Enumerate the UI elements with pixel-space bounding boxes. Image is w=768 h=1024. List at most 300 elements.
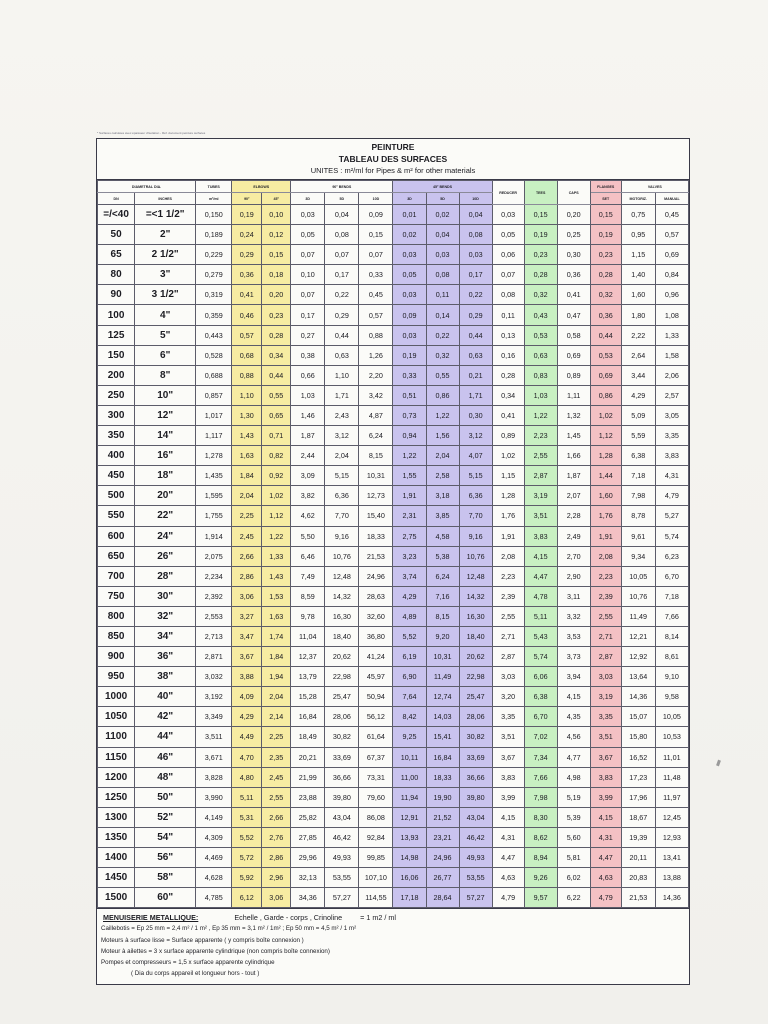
cell-inches: 38" <box>135 667 196 687</box>
cell-bend90-3d: 29,96 <box>291 848 325 868</box>
table-row <box>98 848 689 868</box>
cell-valve-manual: 13,88 <box>655 868 688 888</box>
cell-tubes: 4,309 <box>196 827 232 847</box>
cell-bend45-10d: 9,16 <box>459 526 492 546</box>
cell-dn: 65 <box>98 245 135 265</box>
cell-valve-manual: 7,18 <box>655 586 688 606</box>
cell-bend90-10d: 12,73 <box>359 486 393 506</box>
cell-tees: 4,78 <box>524 586 557 606</box>
table-row <box>98 265 689 285</box>
cell-valve-manual: 7,66 <box>655 606 688 626</box>
cell-caps: 4,98 <box>557 767 590 787</box>
cell-bend90-3d: 0,17 <box>291 305 325 325</box>
cell-inches: 56" <box>135 848 196 868</box>
cell-tees: 5,11 <box>524 606 557 626</box>
cell-inches: 46" <box>135 747 196 767</box>
cell-caps: 0,36 <box>557 265 590 285</box>
cell-valve-manual: 6,23 <box>655 546 688 566</box>
cell-tees: 3,51 <box>524 506 557 526</box>
cell-valve-motorized: 17,96 <box>621 787 655 807</box>
cell-bend45-3d: 0,94 <box>393 426 426 446</box>
cell-bend90-5d: 39,80 <box>325 787 359 807</box>
cell-reducer: 3,99 <box>492 787 524 807</box>
cell-valve-manual: 10,05 <box>655 707 688 727</box>
cell-bend90-10d: 10,31 <box>359 466 393 486</box>
cell-bend45-3d: 1,91 <box>393 486 426 506</box>
cell-bend90-10d: 107,10 <box>359 868 393 888</box>
cell-reducer: 2,08 <box>492 546 524 566</box>
cell-valve-motorized: 1,60 <box>621 285 655 305</box>
cell-bend45-3d: 6,90 <box>393 667 426 687</box>
cell-valve-motorized: 2,64 <box>621 345 655 365</box>
cell-bend90-3d: 16,84 <box>291 707 325 727</box>
cell-caps: 1,32 <box>557 405 590 425</box>
cell-bend90-3d: 25,82 <box>291 807 325 827</box>
cell-bend90-3d: 0,27 <box>291 325 325 345</box>
cell-bend45-10d: 36,66 <box>459 767 492 787</box>
cell-bend45-10d: 0,17 <box>459 265 492 285</box>
cell-tees: 6,70 <box>524 707 557 727</box>
cell-bend45-5d: 28,64 <box>426 888 459 908</box>
cell-elbow-90: 0,29 <box>232 245 262 265</box>
cell-flange-set: 0,32 <box>590 285 621 305</box>
cell-bend90-10d: 92,84 <box>359 827 393 847</box>
cell-tees: 6,06 <box>524 667 557 687</box>
cell-caps: 1,66 <box>557 446 590 466</box>
cell-bend90-10d: 73,31 <box>359 767 393 787</box>
cell-bend45-5d: 0,03 <box>426 245 459 265</box>
cell-caps: 6,02 <box>557 868 590 888</box>
cell-reducer: 0,34 <box>492 385 524 405</box>
cell-flange-set: 1,44 <box>590 466 621 486</box>
cell-tubes: 0,857 <box>196 385 232 405</box>
cell-bend45-3d: 0,05 <box>393 265 426 285</box>
cell-reducer: 4,79 <box>492 888 524 908</box>
cell-bend90-5d: 22,98 <box>325 667 359 687</box>
cell-reducer: 4,31 <box>492 827 524 847</box>
cell-bend45-10d: 0,03 <box>459 245 492 265</box>
cell-tees: 2,23 <box>524 426 557 446</box>
cell-elbow-45: 0,23 <box>262 305 291 325</box>
cell-inches: 18" <box>135 466 196 486</box>
cell-reducer: 3,20 <box>492 687 524 707</box>
cell-inches: 60" <box>135 888 196 908</box>
cell-valve-manual: 9,10 <box>655 667 688 687</box>
cell-flange-set: 1,12 <box>590 426 621 446</box>
cell-bend90-3d: 21,99 <box>291 767 325 787</box>
cell-tubes: 4,785 <box>196 888 232 908</box>
cell-bend45-3d: 16,06 <box>393 868 426 888</box>
cell-bend45-5d: 11,49 <box>426 667 459 687</box>
cell-elbow-90: 0,36 <box>232 265 262 285</box>
cell-reducer: 0,16 <box>492 345 524 365</box>
cell-bend45-10d: 10,76 <box>459 546 492 566</box>
table-row <box>98 586 689 606</box>
cell-valve-motorized: 12,21 <box>621 626 655 646</box>
title-tableau: TABLEAU DES SURFACES <box>338 154 448 164</box>
cell-caps: 2,49 <box>557 526 590 546</box>
cell-tees: 7,66 <box>524 767 557 787</box>
cell-elbow-45: 1,53 <box>262 586 291 606</box>
table-row <box>98 225 689 245</box>
cell-valve-manual: 9,58 <box>655 687 688 707</box>
cell-tubes: 0,528 <box>196 345 232 365</box>
cell-elbow-90: 5,72 <box>232 848 262 868</box>
cell-inches: 8" <box>135 365 196 385</box>
cell-bend90-3d: 23,88 <box>291 787 325 807</box>
cell-bend45-5d: 0,14 <box>426 305 459 325</box>
cell-elbow-45: 1,84 <box>262 647 291 667</box>
col-group-bends-45: 45° BENDS <box>393 181 492 193</box>
cell-bend90-5d: 14,32 <box>325 586 359 606</box>
cell-elbow-90: 0,57 <box>232 325 262 345</box>
cell-bend90-5d: 25,47 <box>325 687 359 707</box>
cell-bend90-3d: 0,66 <box>291 365 325 385</box>
cell-elbow-45: 0,71 <box>262 426 291 446</box>
cell-bend90-5d: 0,29 <box>325 305 359 325</box>
cell-reducer: 1,15 <box>492 466 524 486</box>
note-menuiserie-value: = 1 m2 / ml <box>360 913 396 923</box>
cell-dn: 800 <box>98 606 135 626</box>
cell-bend90-3d: 0,38 <box>291 345 325 365</box>
cell-reducer: 1,02 <box>492 446 524 466</box>
cell-inches: =<1 1/2" <box>135 205 196 225</box>
cell-reducer: 0,05 <box>492 225 524 245</box>
cell-elbow-90: 5,92 <box>232 868 262 888</box>
cell-tubes: 3,192 <box>196 687 232 707</box>
cell-bend45-10d: 46,42 <box>459 827 492 847</box>
cell-valve-motorized: 1,40 <box>621 265 655 285</box>
cell-tees: 2,87 <box>524 466 557 486</box>
cell-elbow-90: 5,31 <box>232 807 262 827</box>
cell-valve-manual: 0,69 <box>655 245 688 265</box>
cell-tees: 0,83 <box>524 365 557 385</box>
cell-bend45-3d: 0,01 <box>393 205 426 225</box>
table-row <box>98 566 689 586</box>
cell-bend90-5d: 1,71 <box>325 385 359 405</box>
col-elbow-45: 45° <box>262 193 291 205</box>
cell-bend90-10d: 41,24 <box>359 647 393 667</box>
cell-bend90-5d: 20,62 <box>325 647 359 667</box>
cell-bend45-3d: 0,19 <box>393 345 426 365</box>
cell-valve-motorized: 9,34 <box>621 546 655 566</box>
cell-flange-set: 4,63 <box>590 868 621 888</box>
table-row <box>98 888 689 908</box>
cell-dn: 1000 <box>98 687 135 707</box>
table-row <box>98 325 689 345</box>
cell-elbow-45: 0,55 <box>262 385 291 405</box>
cell-bend45-3d: 3,23 <box>393 546 426 566</box>
col-group-valves: VALVES <box>621 181 688 193</box>
cell-tees: 3,83 <box>524 526 557 546</box>
cell-bend90-5d: 53,55 <box>325 868 359 888</box>
table-row <box>98 205 689 225</box>
cell-bend90-3d: 34,36 <box>291 888 325 908</box>
cell-flange-set: 0,53 <box>590 345 621 365</box>
cell-dn: 300 <box>98 405 135 425</box>
cell-tubes: 3,828 <box>196 767 232 787</box>
cell-reducer: 1,28 <box>492 486 524 506</box>
cell-dn: 950 <box>98 667 135 687</box>
cell-caps: 5,19 <box>557 787 590 807</box>
cell-valve-manual: 12,93 <box>655 827 688 847</box>
cell-elbow-45: 0,10 <box>262 205 291 225</box>
cell-bend45-10d: 16,30 <box>459 606 492 626</box>
cell-bend45-5d: 0,08 <box>426 265 459 285</box>
cell-bend45-5d: 0,04 <box>426 225 459 245</box>
header-row-1 <box>98 181 689 193</box>
cell-bend90-10d: 24,96 <box>359 566 393 586</box>
cell-inches: 24" <box>135 526 196 546</box>
cell-bend90-10d: 6,24 <box>359 426 393 446</box>
cell-caps: 3,94 <box>557 667 590 687</box>
cell-bend45-10d: 43,04 <box>459 807 492 827</box>
cell-valve-motorized: 18,67 <box>621 807 655 827</box>
table-row <box>98 767 689 787</box>
cell-flange-set: 0,15 <box>590 205 621 225</box>
cell-valve-manual: 14,36 <box>655 888 688 908</box>
cell-elbow-90: 0,46 <box>232 305 262 325</box>
table-row <box>98 647 689 667</box>
cell-dn: 700 <box>98 566 135 586</box>
cell-flange-set: 2,39 <box>590 586 621 606</box>
cell-dn: 650 <box>98 546 135 566</box>
cell-tubes: 2,553 <box>196 606 232 626</box>
tiny-header-note: * Surfaces calculées avec épaisseur d'isolation - Réf. document peinture surfaces <box>97 131 206 135</box>
cell-bend90-10d: 45,97 <box>359 667 393 687</box>
cell-elbow-45: 1,22 <box>262 526 291 546</box>
cell-dn: 1400 <box>98 848 135 868</box>
cell-bend90-3d: 27,85 <box>291 827 325 847</box>
table-row <box>98 868 689 888</box>
cell-valve-manual: 0,96 <box>655 285 688 305</box>
cell-elbow-90: 1,10 <box>232 385 262 405</box>
col-group-bends-90: 90° BENDS <box>291 181 393 193</box>
cell-tubes: 1,017 <box>196 405 232 425</box>
cell-tees: 0,43 <box>524 305 557 325</box>
cell-bend90-5d: 2,04 <box>325 446 359 466</box>
table-row <box>98 285 689 305</box>
cell-elbow-90: 4,09 <box>232 687 262 707</box>
cell-bend45-10d: 0,08 <box>459 225 492 245</box>
cell-caps: 0,20 <box>557 205 590 225</box>
cell-valve-motorized: 4,29 <box>621 385 655 405</box>
cell-elbow-45: 2,25 <box>262 727 291 747</box>
cell-bend90-10d: 67,37 <box>359 747 393 767</box>
table-row <box>98 827 689 847</box>
cell-elbow-45: 0,28 <box>262 325 291 345</box>
cell-tees: 8,30 <box>524 807 557 827</box>
cell-caps: 4,56 <box>557 727 590 747</box>
note-dia-corps: ( Dia du corps appareil et longueur hors - tout ) <box>131 970 260 978</box>
cell-bend45-5d: 21,52 <box>426 807 459 827</box>
cell-caps: 5,39 <box>557 807 590 827</box>
cell-valve-manual: 2,57 <box>655 385 688 405</box>
col-bend45-10d: 10D <box>459 193 492 205</box>
table-row <box>98 687 689 707</box>
table-row <box>98 345 689 365</box>
cell-bend45-10d: 5,15 <box>459 466 492 486</box>
cell-bend90-10d: 0,45 <box>359 285 393 305</box>
cell-valve-manual: 8,14 <box>655 626 688 646</box>
cell-valve-motorized: 1,15 <box>621 245 655 265</box>
cell-tees: 0,63 <box>524 345 557 365</box>
cell-flange-set: 3,67 <box>590 747 621 767</box>
cell-valve-motorized: 15,07 <box>621 707 655 727</box>
cell-bend45-5d: 9,20 <box>426 626 459 646</box>
table-row <box>98 245 689 265</box>
cell-dn: 125 <box>98 325 135 345</box>
cell-bend90-3d: 18,49 <box>291 727 325 747</box>
cell-valve-manual: 2,06 <box>655 365 688 385</box>
cell-bend45-5d: 10,31 <box>426 647 459 667</box>
cell-bend90-3d: 6,46 <box>291 546 325 566</box>
cell-valve-motorized: 11,49 <box>621 606 655 626</box>
cell-elbow-45: 1,02 <box>262 486 291 506</box>
cell-caps: 4,35 <box>557 707 590 727</box>
cell-bend45-5d: 18,33 <box>426 767 459 787</box>
cell-bend45-10d: 0,21 <box>459 365 492 385</box>
surface-table <box>97 180 689 908</box>
cell-elbow-90: 4,80 <box>232 767 262 787</box>
cell-valve-manual: 12,45 <box>655 807 688 827</box>
col-group-elbows: ELBOWS <box>232 181 291 193</box>
cell-bend90-3d: 13,79 <box>291 667 325 687</box>
cell-tubes: 3,990 <box>196 787 232 807</box>
cell-valve-motorized: 16,52 <box>621 747 655 767</box>
cell-valve-motorized: 3,44 <box>621 365 655 385</box>
cell-bend90-10d: 1,26 <box>359 345 393 365</box>
cell-elbow-45: 0,15 <box>262 245 291 265</box>
cell-bend90-3d: 4,62 <box>291 506 325 526</box>
cell-elbow-45: 1,74 <box>262 626 291 646</box>
cell-inches: 26" <box>135 546 196 566</box>
cell-bend45-10d: 22,98 <box>459 667 492 687</box>
cell-caps: 0,25 <box>557 225 590 245</box>
cell-bend90-10d: 56,12 <box>359 707 393 727</box>
cell-bend45-10d: 39,80 <box>459 787 492 807</box>
cell-bend45-5d: 1,56 <box>426 426 459 446</box>
cell-valve-manual: 11,01 <box>655 747 688 767</box>
cell-inches: 42" <box>135 707 196 727</box>
cell-bend45-10d: 12,48 <box>459 566 492 586</box>
cell-bend45-3d: 4,29 <box>393 586 426 606</box>
cell-tees: 0,32 <box>524 285 557 305</box>
cell-caps: 2,70 <box>557 546 590 566</box>
cell-bend45-3d: 0,33 <box>393 365 426 385</box>
cell-tubes: 0,359 <box>196 305 232 325</box>
cell-dn: 1350 <box>98 827 135 847</box>
title-units: UNITES : m²/ml for Pipes & m² for other materials <box>310 166 476 175</box>
col-reducer: REDUCER <box>492 181 524 205</box>
cell-valve-motorized: 20,83 <box>621 868 655 888</box>
cell-elbow-90: 1,63 <box>232 446 262 466</box>
cell-bend90-10d: 0,07 <box>359 245 393 265</box>
table-row <box>98 365 689 385</box>
cell-inches: 3 1/2" <box>135 285 196 305</box>
cell-bend45-10d: 0,29 <box>459 305 492 325</box>
cell-tees: 4,47 <box>524 566 557 586</box>
cell-bend90-5d: 5,15 <box>325 466 359 486</box>
cell-bend45-10d: 25,47 <box>459 687 492 707</box>
cell-bend90-3d: 20,21 <box>291 747 325 767</box>
cell-bend45-10d: 28,06 <box>459 707 492 727</box>
cell-dn: 1450 <box>98 868 135 888</box>
cell-elbow-90: 0,24 <box>232 225 262 245</box>
cell-elbow-45: 0,92 <box>262 466 291 486</box>
cell-elbow-90: 2,86 <box>232 566 262 586</box>
cell-bend90-10d: 18,33 <box>359 526 393 546</box>
cell-bend90-5d: 1,10 <box>325 365 359 385</box>
cell-bend90-10d: 0,09 <box>359 205 393 225</box>
cell-tees: 0,28 <box>524 265 557 285</box>
cell-bend45-3d: 2,31 <box>393 506 426 526</box>
cell-flange-set: 4,79 <box>590 888 621 908</box>
cell-valve-manual: 0,57 <box>655 225 688 245</box>
cell-bend45-10d: 0,63 <box>459 345 492 365</box>
cell-reducer: 0,07 <box>492 265 524 285</box>
cell-valve-motorized: 17,23 <box>621 767 655 787</box>
cell-bend90-10d: 0,88 <box>359 325 393 345</box>
cell-bend45-10d: 7,70 <box>459 506 492 526</box>
cell-bend90-5d: 0,17 <box>325 265 359 285</box>
cell-bend90-5d: 9,16 <box>325 526 359 546</box>
cell-bend45-3d: 9,25 <box>393 727 426 747</box>
cell-dn: 1100 <box>98 727 135 747</box>
cell-bend45-3d: 13,93 <box>393 827 426 847</box>
note-menuiserie <box>101 912 685 923</box>
cell-bend90-5d: 7,70 <box>325 506 359 526</box>
cell-bend45-3d: 10,11 <box>393 747 426 767</box>
cell-dn: 1500 <box>98 888 135 908</box>
cell-tubes: 0,443 <box>196 325 232 345</box>
cell-inches: 34" <box>135 626 196 646</box>
cell-flange-set: 3,99 <box>590 787 621 807</box>
cell-bend45-5d: 3,18 <box>426 486 459 506</box>
cell-elbow-45: 2,35 <box>262 747 291 767</box>
cell-bend45-5d: 5,38 <box>426 546 459 566</box>
cell-flange-set: 0,23 <box>590 245 621 265</box>
cell-valve-motorized: 8,78 <box>621 506 655 526</box>
cell-dn: 1050 <box>98 707 135 727</box>
cell-bend90-5d: 36,66 <box>325 767 359 787</box>
cell-reducer: 3,83 <box>492 767 524 787</box>
cell-bend45-3d: 17,18 <box>393 888 426 908</box>
cell-inches: 20" <box>135 486 196 506</box>
table-row <box>98 506 689 526</box>
cell-elbow-45: 0,44 <box>262 365 291 385</box>
cell-bend45-3d: 5,52 <box>393 626 426 646</box>
cell-inches: 2" <box>135 225 196 245</box>
cell-flange-set: 3,03 <box>590 667 621 687</box>
cell-reducer: 1,91 <box>492 526 524 546</box>
cell-bend90-3d: 3,09 <box>291 466 325 486</box>
cell-reducer: 2,87 <box>492 647 524 667</box>
cell-inches: 52" <box>135 807 196 827</box>
cell-tees: 1,22 <box>524 405 557 425</box>
cell-reducer: 0,06 <box>492 245 524 265</box>
cell-bend45-5d: 0,86 <box>426 385 459 405</box>
cell-valve-motorized: 10,05 <box>621 566 655 586</box>
col-bend90-3d: 3D <box>291 193 325 205</box>
cell-tees: 2,55 <box>524 446 557 466</box>
cell-bend45-10d: 49,93 <box>459 848 492 868</box>
cell-bend90-10d: 50,94 <box>359 687 393 707</box>
surface-table-sheet <box>96 138 690 985</box>
cell-bend45-10d: 0,04 <box>459 205 492 225</box>
cell-elbow-45: 2,66 <box>262 807 291 827</box>
cell-elbow-45: 1,33 <box>262 546 291 566</box>
